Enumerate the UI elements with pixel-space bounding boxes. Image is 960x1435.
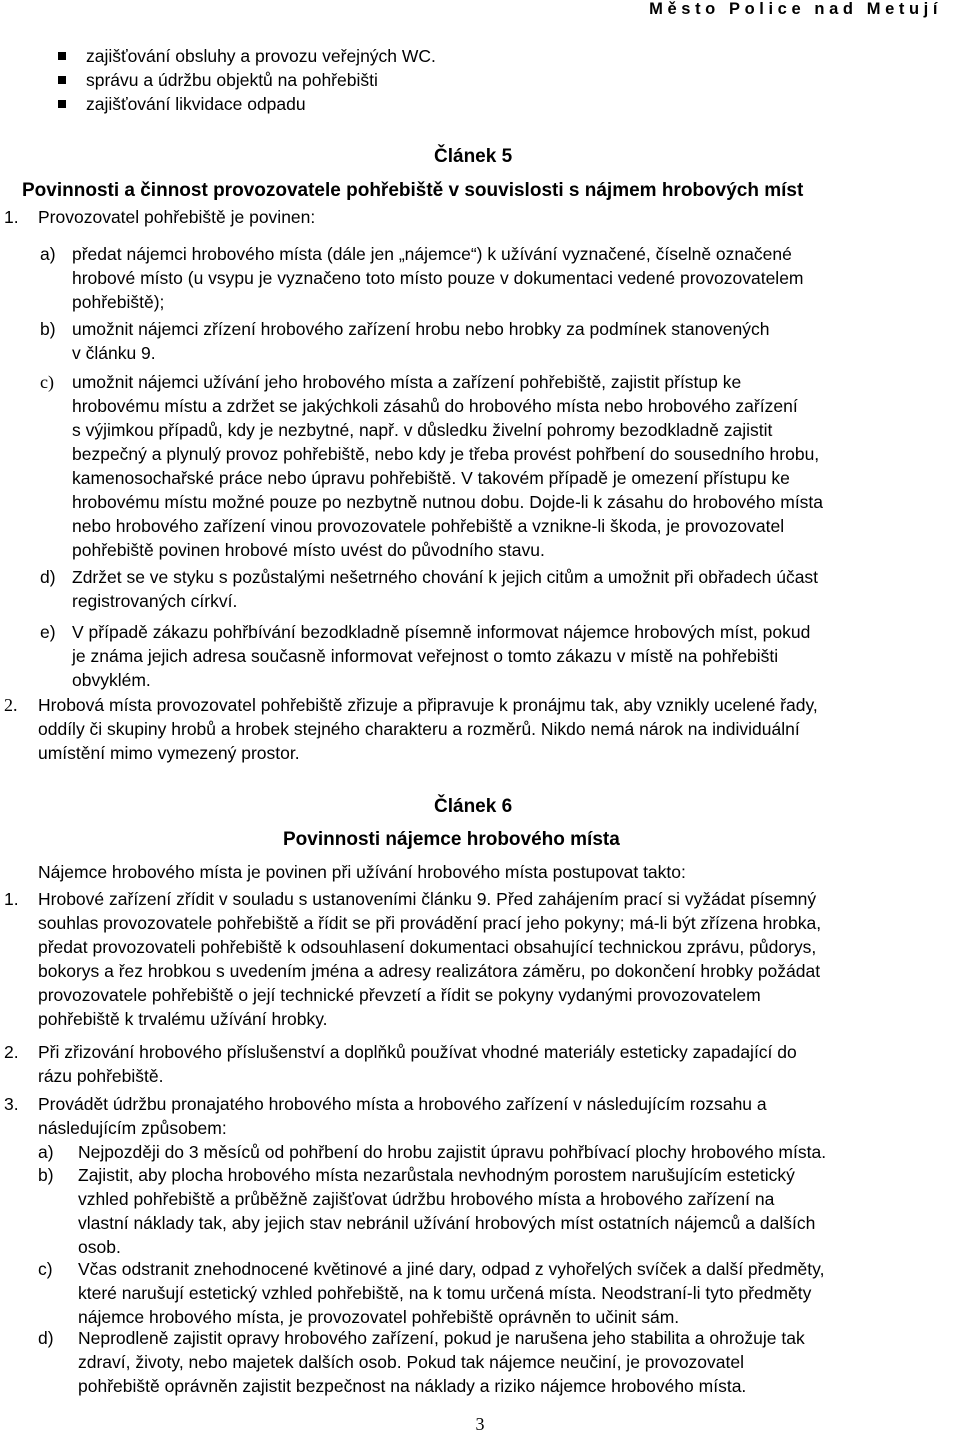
subitem-label: b) [40, 319, 56, 339]
article-6-intro: Nájemce hrobového místa je povinen při užívání hrobového místa postupovat takto: [38, 862, 686, 882]
subitem-label: a) [38, 1142, 54, 1162]
square-bullet-icon [58, 52, 66, 60]
article-6-subitem-c: Včas odstranit znehodnocené květinové a jiné dary, odpad z vyhořelých svíček a další předměty, které narušují estetický vzhled pohřebiště, na k tomu určená místa. Neodstraní-li tyto předměty nájemce hrobového místa, je provozovatel pohřebiště oprávněn to učinit sám. [78, 1259, 825, 1327]
subitem-label: b) [38, 1165, 54, 1185]
subitem-label: c) [40, 372, 54, 392]
item-label: 1. [4, 889, 19, 909]
article-6-title: Povinnosti nájemce hrobového místa [283, 829, 620, 850]
item-label: 2. [4, 1042, 19, 1062]
article-6-subitem-d: Neprodleně zajistit opravy hrobového zařízení, pokud je narušena jeho stabilita a ohrožuje tak zdraví, životy, nebo majetek dalších osob. Pokud tak nájemce neučiní, je provozovatel pohřebiště oprávněn zajistit bezpečnost na náklady a riziko nájemce hrobového místa. [78, 1328, 805, 1396]
item-label: 2. [4, 695, 18, 715]
article-6-subitem-a: Nejpozději do 3 měsíců od pohřbení do hrobu zajistit úpravu pohřbívací plochy hrobového místa. [78, 1142, 827, 1162]
article-5-title: Povinnosti a činnost provozovatele pohřebiště v souvislosti s nájmem hrobových míst [22, 180, 804, 201]
list-item: zajišťování likvidace odpadu [58, 92, 436, 116]
article-5-subitem-d: Zdržet se ve styku s pozůstalými nešetrného chování k jejich citům a umožnit při obřadech účast registrovaných církví. [72, 567, 819, 611]
intro-bullet-list [58, 44, 436, 116]
article-6-item-2: Při zřizování hrobového příslušenství a doplňků používat vhodné materiály esteticky zapadající do rázu pohřebiště. [38, 1042, 797, 1086]
item-label: 3. [4, 1094, 19, 1114]
article-5-subitem-c: umožnit nájemci užívání jeho hrobového místa a zařízení pohřebiště, zajistit přístup ke hrobovému místu a zdržet se jakýchkoli zásahů do hrobového místa nebo hrobového zařízení s výjimkou případů, kdy je nezbytné, např. v důsledku živelní pohromy bezodkladně zajistit bezpečný a plynulý provoz pohřebiště, nebo kdy je třeba provést pohřbení do sousedního hrobu, kamenosochařské práce nebo úpravu pohřebiště. V takovém případě je omezení přístupu ke hrobovému místu možné pouze po nezbytně nutnou dobu. Dojde-li k zásahu do hrobového místa nebo hrobového zařízení vinou provozovatele pohřebiště a vznikne-li škoda, je provozovatel pohřebiště povinen hrobové místo uvést do původního stavu. [72, 372, 824, 560]
list-item: zajišťování obsluhy a provozu veřejných WC. [58, 44, 436, 68]
article-6-number: Článek 6 [434, 796, 513, 817]
page-number: 3 [475, 1414, 485, 1434]
article-6-subitem-b: Zajistit, aby plocha hrobového místa nezarůstala nevhodným porostem narušujícím estetický vzhled pohřebiště a průběžně zajišťovat údržbu hrobového místa a hrobového zařízení na vlastní náklady tak, aby jejich stav nebránil užívání hrobových míst ostatních nájemců a dalších osob. [78, 1165, 816, 1257]
list-item: správu a údržbu objektů na pohřebišti [58, 68, 436, 92]
subitem-label: a) [40, 244, 56, 264]
article-5-item-2: Hrobová místa provozovatel pohřebiště zřizuje a připravuje k pronájmu tak, aby vznikly ucelené řady, oddíly či skupiny hrobů a hrobek stejného charakteru a rozměrů. Nikdo nemá nárok na individuální umístění mimo vymezený prostor. [38, 695, 818, 763]
article-6-item-1: Hrobové zařízení zřídit v souladu s ustanoveními článku 9. Před zahájením prací si vyžádat písemný souhlas provozovatele pohřebiště a řídit se při provádění prací jeho pokyny; má-li být zřízena hrobka, předat provozovateli pohřebiště k odsouhlasení dokumentaci obsahující technickou zprávu, půdorys, bokorys a řez hrobkou s uvedením jména a adresy realizátora záměru, po dokončení hrobky požádat provozovatele pohřebiště o její technické převzetí a řídit se pokyny vydanými provozovatelem pohřebiště k trvalému užívání hrobky. [38, 889, 822, 1029]
square-bullet-icon [58, 76, 66, 84]
article-5-subitem-a: předat nájemci hrobového místa (dále jen „nájemce“) k užívání vyznačené, číselně označené hrobové místo (u vsypu je vyznačeno toto místo pouze v dokumentaci vedené provozovatelem pohřebiště); [72, 244, 804, 312]
subitem-label: d) [40, 567, 56, 587]
page-header-municipality: Město Police nad Metují [649, 0, 942, 18]
article-6-item-3: Provádět údržbu pronajatého hrobového místa a hrobového zařízení v následujícím rozsahu a následujícím způsobem: [38, 1094, 767, 1138]
subitem-label: c) [38, 1259, 53, 1279]
item-label: 1. [4, 207, 19, 227]
square-bullet-icon [58, 100, 66, 108]
article-5-number: Článek 5 [434, 146, 513, 167]
article-5-item-1-text: Provozovatel pohřebiště je povinen: [38, 207, 316, 227]
article-5-subitem-b: umožnit nájemci zřízení hrobového zařízení hrobu nebo hrobky za podmínek stanovených v článku 9. [72, 319, 770, 363]
subitem-label: e) [40, 622, 56, 642]
subitem-label: d) [38, 1328, 54, 1348]
article-5-subitem-e: V případě zákazu pohřbívání bezodkladně písemně informovat nájemce hrobových míst, pokud je známa jejich adresa současně informovat veřejnost o tomto zákazu v místě na pohřebišti obvyklém. [72, 622, 811, 690]
